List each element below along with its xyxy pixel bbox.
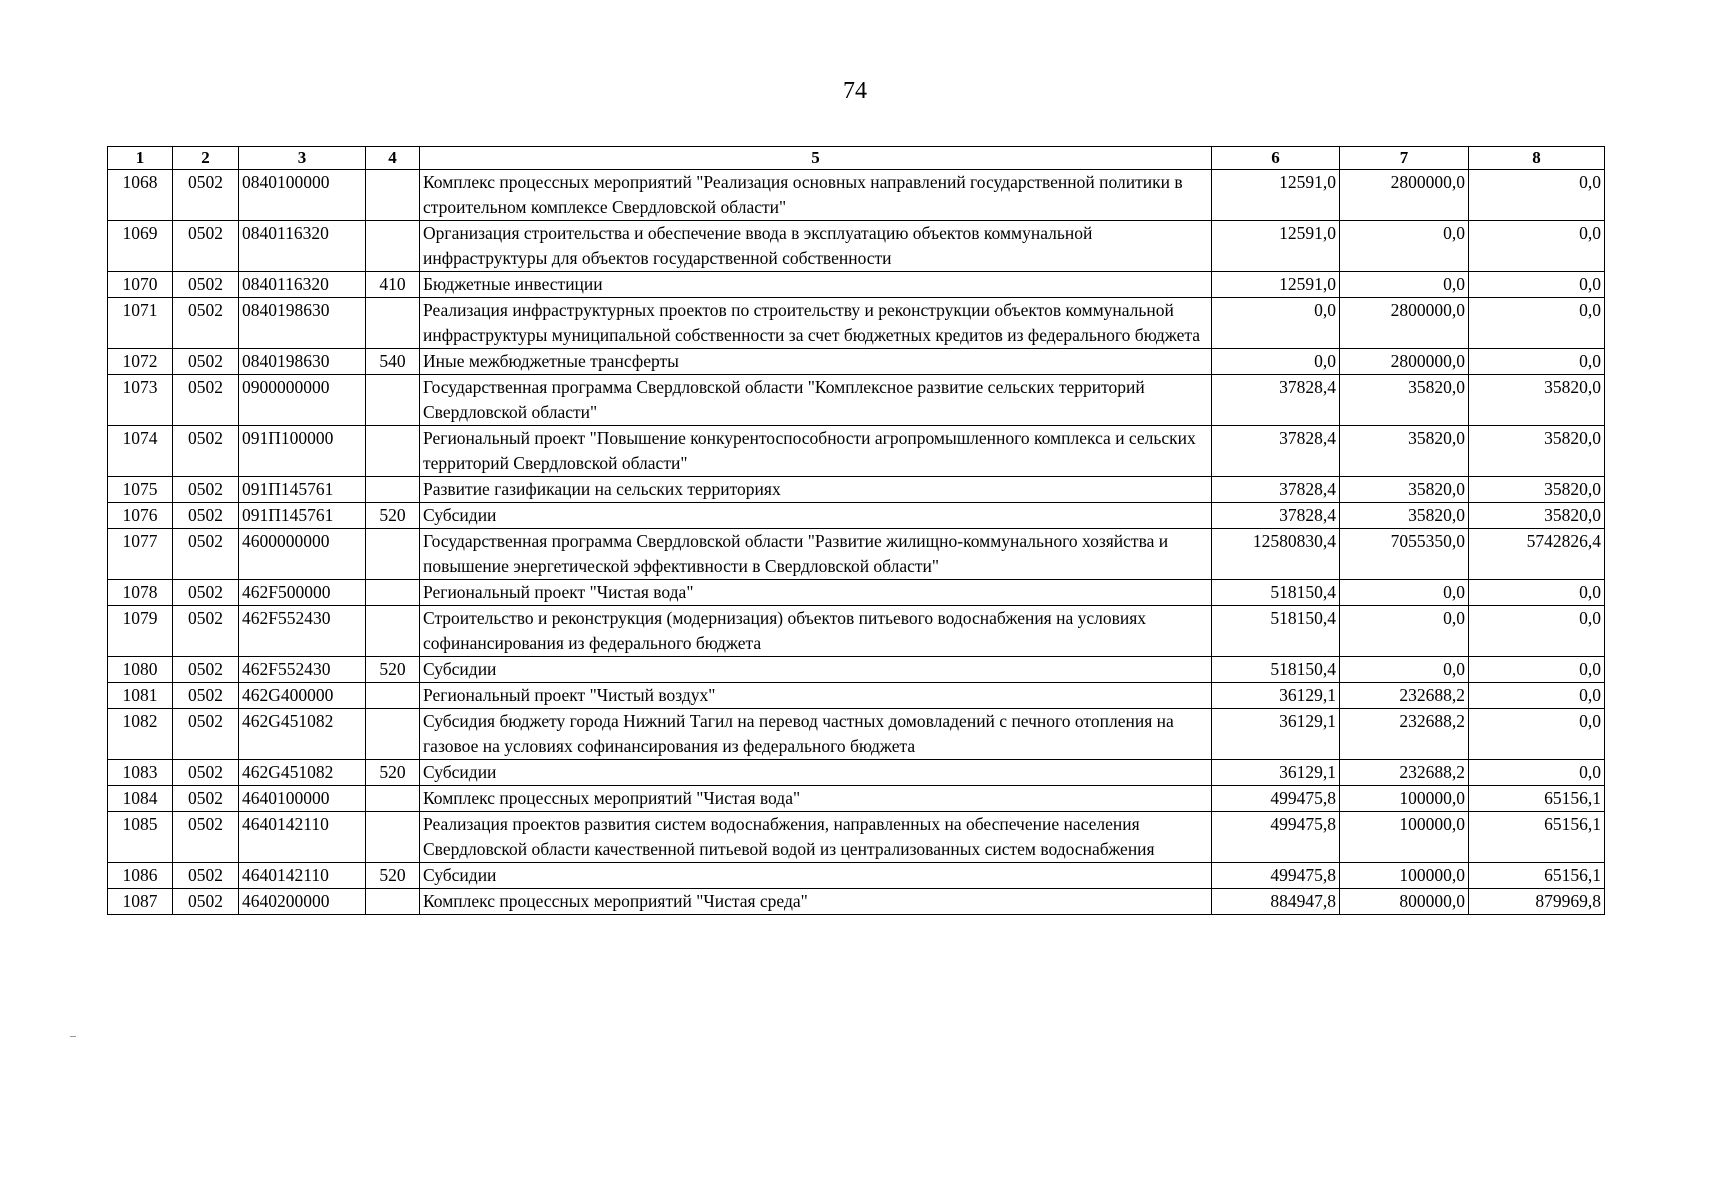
table-row [108, 349, 1605, 375]
expense-type-cell [366, 298, 420, 349]
section-code-cell: 0502 [173, 529, 239, 580]
expense-type-cell: 520 [366, 657, 420, 683]
target-code-cell: 0840116320 [239, 272, 366, 298]
target-code-cell: 0840100000 [239, 170, 366, 221]
amount-col8-cell: 0,0 [1469, 272, 1605, 298]
amount-col7-cell: 232688,2 [1340, 709, 1469, 760]
row-number-cell: 1087 [108, 889, 173, 915]
amount-col6-cell: 12580830,4 [1212, 529, 1340, 580]
target-code-cell: 462F552430 [239, 606, 366, 657]
row-number-cell: 1086 [108, 863, 173, 889]
table-row [108, 683, 1605, 709]
table-row [108, 375, 1605, 426]
row-number-cell: 1077 [108, 529, 173, 580]
table-row [108, 760, 1605, 786]
amount-col6-cell: 518150,4 [1212, 606, 1340, 657]
item-name-cell: Бюджетные инвестиции [420, 272, 1212, 298]
amount-col6-cell: 37828,4 [1212, 375, 1340, 426]
amount-col8-cell: 5742826,4 [1469, 529, 1605, 580]
target-code-cell: 0840198630 [239, 349, 366, 375]
expense-type-cell [366, 786, 420, 812]
header-row [108, 147, 1605, 170]
item-name-cell: Субсидии [420, 657, 1212, 683]
target-code-cell: 462G451082 [239, 709, 366, 760]
table-row [108, 529, 1605, 580]
section-code-cell: 0502 [173, 221, 239, 272]
row-number-cell: 1082 [108, 709, 173, 760]
section-code-cell: 0502 [173, 375, 239, 426]
target-code-cell: 4640142110 [239, 812, 366, 863]
expense-type-cell [366, 889, 420, 915]
expense-type-cell [366, 529, 420, 580]
table-row [108, 863, 1605, 889]
target-code-cell: 462F500000 [239, 580, 366, 606]
item-name-cell: Субсидии [420, 863, 1212, 889]
amount-col6-cell: 37828,4 [1212, 426, 1340, 477]
row-number-cell: 1075 [108, 477, 173, 503]
row-number-cell: 1073 [108, 375, 173, 426]
expense-type-cell [366, 709, 420, 760]
target-code-cell: 4640200000 [239, 889, 366, 915]
header-col-4: 4 [366, 147, 420, 170]
amount-col6-cell: 518150,4 [1212, 580, 1340, 606]
header-col-1: 1 [108, 147, 173, 170]
amount-col6-cell: 884947,8 [1212, 889, 1340, 915]
amount-col6-cell: 499475,8 [1212, 812, 1340, 863]
target-code-cell: 091П145761 [239, 503, 366, 529]
table-row [108, 272, 1605, 298]
target-code-cell: 462G400000 [239, 683, 366, 709]
header-col-6: 6 [1212, 147, 1340, 170]
target-code-cell: 462G451082 [239, 760, 366, 786]
amount-col7-cell: 35820,0 [1340, 426, 1469, 477]
amount-col7-cell: 0,0 [1340, 606, 1469, 657]
row-number-cell: 1085 [108, 812, 173, 863]
row-number-cell: 1081 [108, 683, 173, 709]
section-code-cell: 0502 [173, 477, 239, 503]
amount-col6-cell: 36129,1 [1212, 760, 1340, 786]
header-col-5: 5 [420, 147, 1212, 170]
amount-col8-cell: 35820,0 [1469, 426, 1605, 477]
row-number-cell: 1072 [108, 349, 173, 375]
expense-type-cell: 520 [366, 760, 420, 786]
section-code-cell: 0502 [173, 709, 239, 760]
amount-col7-cell: 100000,0 [1340, 812, 1469, 863]
amount-col8-cell: 0,0 [1469, 657, 1605, 683]
expense-type-cell [366, 683, 420, 709]
row-number-cell: 1074 [108, 426, 173, 477]
amount-col8-cell: 0,0 [1469, 606, 1605, 657]
item-name-cell: Реализация инфраструктурных проектов по строительству и реконструкции объектов коммунальной инфраструктуры муниципальной собственности за счет бюджетных кредитов из федерального бюджета [420, 298, 1212, 349]
amount-col8-cell: 35820,0 [1469, 503, 1605, 529]
table-row [108, 298, 1605, 349]
target-code-cell: 4640142110 [239, 863, 366, 889]
row-number-cell: 1071 [108, 298, 173, 349]
section-code-cell: 0502 [173, 503, 239, 529]
target-code-cell: 4600000000 [239, 529, 366, 580]
amount-col6-cell: 37828,4 [1212, 477, 1340, 503]
item-name-cell: Государственная программа Свердловской области "Развитие жилищно-коммунального хозяйства и повышение энергетической эффективности в Свердловской области" [420, 529, 1212, 580]
target-code-cell: 091П100000 [239, 426, 366, 477]
amount-col7-cell: 2800000,0 [1340, 170, 1469, 221]
amount-col6-cell: 37828,4 [1212, 503, 1340, 529]
amount-col7-cell: 35820,0 [1340, 375, 1469, 426]
table-body [108, 170, 1605, 915]
section-code-cell: 0502 [173, 170, 239, 221]
item-name-cell: Развитие газификации на сельских территориях [420, 477, 1212, 503]
scan-mark [70, 1036, 76, 1037]
section-code-cell: 0502 [173, 760, 239, 786]
expense-type-cell [366, 606, 420, 657]
expense-type-cell [366, 375, 420, 426]
row-number-cell: 1078 [108, 580, 173, 606]
amount-col8-cell: 0,0 [1469, 683, 1605, 709]
amount-col7-cell: 0,0 [1340, 221, 1469, 272]
expense-type-cell [366, 221, 420, 272]
amount-col6-cell: 0,0 [1212, 349, 1340, 375]
table-row [108, 221, 1605, 272]
expense-type-cell: 520 [366, 863, 420, 889]
table-row [108, 580, 1605, 606]
section-code-cell: 0502 [173, 683, 239, 709]
expense-type-cell: 410 [366, 272, 420, 298]
expense-type-cell [366, 477, 420, 503]
section-code-cell: 0502 [173, 298, 239, 349]
row-number-cell: 1069 [108, 221, 173, 272]
section-code-cell: 0502 [173, 272, 239, 298]
expense-type-cell [366, 426, 420, 477]
section-code-cell: 0502 [173, 657, 239, 683]
amount-col7-cell: 0,0 [1340, 657, 1469, 683]
section-code-cell: 0502 [173, 580, 239, 606]
row-number-cell: 1070 [108, 272, 173, 298]
amount-col8-cell: 0,0 [1469, 349, 1605, 375]
expense-type-cell [366, 580, 420, 606]
amount-col7-cell: 0,0 [1340, 580, 1469, 606]
target-code-cell: 462F552430 [239, 657, 366, 683]
amount-col7-cell: 100000,0 [1340, 863, 1469, 889]
amount-col8-cell: 65156,1 [1469, 786, 1605, 812]
row-number-cell: 1080 [108, 657, 173, 683]
row-number-cell: 1083 [108, 760, 173, 786]
item-name-cell: Субсидия бюджету города Нижний Тагил на перевод частных домовладений с печного отопления на газовое на условиях софинансирования из федерального бюджета [420, 709, 1212, 760]
page-number: 74 [843, 78, 867, 104]
amount-col8-cell: 0,0 [1469, 760, 1605, 786]
row-number-cell: 1079 [108, 606, 173, 657]
header-col-7: 7 [1340, 147, 1469, 170]
amount-col6-cell: 0,0 [1212, 298, 1340, 349]
amount-col6-cell: 36129,1 [1212, 709, 1340, 760]
amount-col6-cell: 518150,4 [1212, 657, 1340, 683]
table-row [108, 657, 1605, 683]
amount-col7-cell: 100000,0 [1340, 786, 1469, 812]
item-name-cell: Организация строительства и обеспечение ввода в эксплуатацию объектов коммунальной инфраструктуры для объектов государственной собственности [420, 221, 1212, 272]
amount-col8-cell: 0,0 [1469, 580, 1605, 606]
amount-col7-cell: 35820,0 [1340, 477, 1469, 503]
amount-col6-cell: 12591,0 [1212, 272, 1340, 298]
section-code-cell: 0502 [173, 812, 239, 863]
amount-col7-cell: 232688,2 [1340, 760, 1469, 786]
item-name-cell: Государственная программа Свердловской области "Комплексное развитие сельских территорий Свердловской области" [420, 375, 1212, 426]
item-name-cell: Иные межбюджетные трансферты [420, 349, 1212, 375]
row-number-cell: 1084 [108, 786, 173, 812]
section-code-cell: 0502 [173, 606, 239, 657]
amount-col8-cell: 35820,0 [1469, 375, 1605, 426]
item-name-cell: Субсидии [420, 503, 1212, 529]
amount-col7-cell: 35820,0 [1340, 503, 1469, 529]
section-code-cell: 0502 [173, 863, 239, 889]
section-code-cell: 0502 [173, 786, 239, 812]
table-row [108, 606, 1605, 657]
target-code-cell: 4640100000 [239, 786, 366, 812]
amount-col8-cell: 0,0 [1469, 221, 1605, 272]
target-code-cell: 091П145761 [239, 477, 366, 503]
table-row [108, 786, 1605, 812]
row-number-cell: 1076 [108, 503, 173, 529]
amount-col6-cell: 499475,8 [1212, 786, 1340, 812]
row-number-cell: 1068 [108, 170, 173, 221]
header-col-8: 8 [1469, 147, 1605, 170]
target-code-cell: 0900000000 [239, 375, 366, 426]
amount-col7-cell: 2800000,0 [1340, 298, 1469, 349]
table-row [108, 477, 1605, 503]
table-row [108, 709, 1605, 760]
item-name-cell: Субсидии [420, 760, 1212, 786]
amount-col7-cell: 7055350,0 [1340, 529, 1469, 580]
table-row [108, 812, 1605, 863]
amount-col8-cell: 0,0 [1469, 170, 1605, 221]
table-row [108, 503, 1605, 529]
target-code-cell: 0840198630 [239, 298, 366, 349]
item-name-cell: Реализация проектов развития систем водоснабжения, направленных на обеспечение населения Свердловской области качественной питьевой водой из централизованных систем водоснабжения [420, 812, 1212, 863]
expense-type-cell: 520 [366, 503, 420, 529]
item-name-cell: Региональный проект "Чистый воздух" [420, 683, 1212, 709]
item-name-cell: Комплекс процессных мероприятий "Чистая вода" [420, 786, 1212, 812]
amount-col7-cell: 800000,0 [1340, 889, 1469, 915]
amount-col6-cell: 12591,0 [1212, 221, 1340, 272]
section-code-cell: 0502 [173, 426, 239, 477]
table-row [108, 426, 1605, 477]
header-col-2: 2 [173, 147, 239, 170]
amount-col6-cell: 12591,0 [1212, 170, 1340, 221]
table-row [108, 889, 1605, 915]
header-col-3: 3 [239, 147, 366, 170]
section-code-cell: 0502 [173, 889, 239, 915]
amount-col8-cell: 879969,8 [1469, 889, 1605, 915]
amount-col6-cell: 499475,8 [1212, 863, 1340, 889]
item-name-cell: Комплекс процессных мероприятий "Чистая среда" [420, 889, 1212, 915]
section-code-cell: 0502 [173, 349, 239, 375]
amount-col7-cell: 232688,2 [1340, 683, 1469, 709]
target-code-cell: 0840116320 [239, 221, 366, 272]
budget-table [107, 146, 1605, 915]
amount-col8-cell: 65156,1 [1469, 812, 1605, 863]
table-row [108, 170, 1605, 221]
amount-col8-cell: 35820,0 [1469, 477, 1605, 503]
item-name-cell: Региональный проект "Повышение конкурентоспособности агропромышленного комплекса и сельских территорий Свердловской области" [420, 426, 1212, 477]
item-name-cell: Строительство и реконструкция (модернизация) объектов питьевого водоснабжения на условиях софинансирования из федерального бюджета [420, 606, 1212, 657]
amount-col7-cell: 0,0 [1340, 272, 1469, 298]
expense-type-cell [366, 170, 420, 221]
expense-type-cell [366, 812, 420, 863]
amount-col7-cell: 2800000,0 [1340, 349, 1469, 375]
amount-col8-cell: 65156,1 [1469, 863, 1605, 889]
item-name-cell: Комплекс процессных мероприятий "Реализация основных направлений государственной политики в строительном комплексе Свердловской области" [420, 170, 1212, 221]
amount-col8-cell: 0,0 [1469, 709, 1605, 760]
expense-type-cell: 540 [366, 349, 420, 375]
item-name-cell: Региональный проект "Чистая вода" [420, 580, 1212, 606]
amount-col8-cell: 0,0 [1469, 298, 1605, 349]
amount-col6-cell: 36129,1 [1212, 683, 1340, 709]
